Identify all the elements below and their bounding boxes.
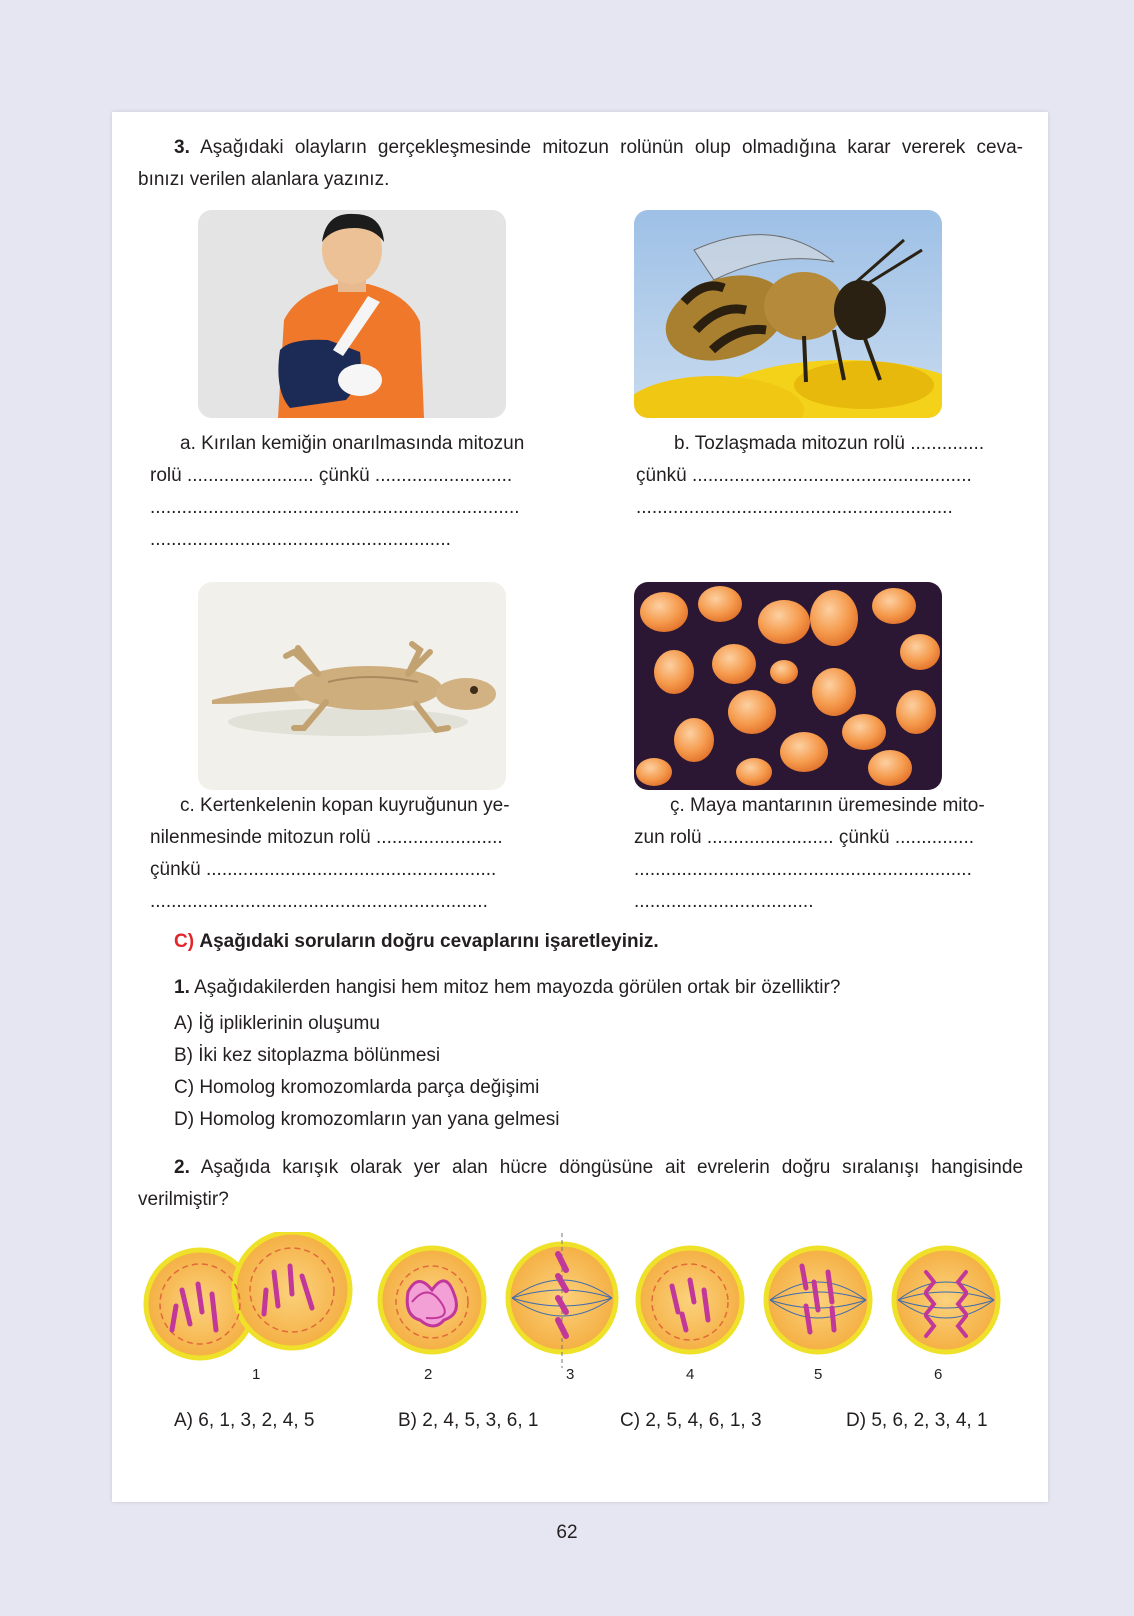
item-a-line2: rolü ........................ çünkü .......................... [150,465,513,486]
q2-option-c[interactable]: C) 2, 5, 4, 6, 1, 3 [620,1410,762,1431]
boy-broken-arm-photo [198,210,506,418]
q2-line1-text: Aşağıda karışık olarak yer alan hücre döngüsüne ait evrelerin doğru sıralanışı hangisinde [200,1157,1024,1178]
item-a-line1: a. Kırılan kemiğin onarılmasında mitozun [180,433,525,454]
q2-option-d[interactable]: D) 5, 6, 2, 3, 4, 1 [846,1410,988,1431]
q2-line2: verilmiştir? [138,1189,229,1210]
item-cc-line2: zun rolü ........................ çünkü ............... [634,827,975,848]
q2-number: 2. [174,1157,190,1178]
page-sheet [112,112,1048,1502]
q1-number: 1. [174,977,190,998]
item-c-line1: c. Kertenkelenin kopan kuyruğunun ye- [180,795,510,816]
cell-label-4: 4 [686,1366,695,1383]
item-cc-line4: .................................. [634,891,814,912]
cell-label-2: 2 [424,1366,433,1383]
q3-line1-text: Aşağıdaki olayların gerçekleşmesinde mitozun rolünün olup olmadığına karar vererek ceva- [200,137,1024,158]
cell-3-metaphase [508,1232,616,1368]
q1-question [174,972,840,1004]
item-c-answer [150,790,540,918]
item-b-line3: ............................................................ [636,497,953,518]
item-a-line4: ......................................................... [150,529,451,550]
bee-on-flower-photo [634,210,942,418]
q1-option-b[interactable]: B) İki kez sitoplazma bölünmesi [174,1045,441,1066]
section-c-title: Aşağıdaki soruların doğru cevaplarını işaretleyiniz. [199,931,659,952]
q1-option-a[interactable]: A) İğ ipliklerinin oluşumu [174,1013,380,1034]
q3-line1 [138,132,1023,164]
item-b-line1: b. Tozlaşmada mitozun rolü .............. [674,433,985,454]
q3-number: 3. [174,137,190,158]
q3-intro [138,132,1023,196]
cell-5-metaphase [766,1248,870,1352]
item-b-line2: çünkü ..................................................... [636,465,972,486]
item-a-answer [150,428,540,556]
item-cc-answer [634,790,1024,918]
section-c-letter: C) [174,931,195,952]
item-b-answer [636,428,1006,524]
q2-question [138,1152,1023,1216]
item-a-line3: ...................................................................... [150,497,520,518]
lizard-photo [198,582,506,790]
item-cc-line3: ................................................................ [634,859,972,880]
yeast-cells-photo [634,582,942,790]
cell-1-telophase [146,1232,350,1361]
cell-label-5: 5 [814,1366,823,1383]
page-number: 62 [556,1522,578,1543]
q1-text: Aşağıdakilerden hangisi hem mitoz hem mayozda görülen ortak bir özelliktir? [194,977,841,998]
q2-line1 [138,1152,1023,1184]
cell-2-prophase [380,1248,484,1352]
q1-option-c[interactable]: C) Homolog kromozomlarda parça değişimi [174,1077,540,1098]
item-c-line2: nilenmesinde mitozun rolü ........................ [150,827,503,848]
cell-4-late-prophase [638,1248,742,1352]
q1-option-d[interactable]: D) Homolog kromozomların yan yana gelmesi [174,1109,560,1130]
cell-label-6: 6 [934,1366,943,1383]
item-c-line4: ................................................................ [150,891,488,912]
item-cc-line1: ç. Maya mantarının üremesinde mito- [670,795,985,816]
item-c-line3: çünkü ....................................................... [150,859,497,880]
q2-option-b[interactable]: B) 2, 4, 5, 3, 6, 1 [398,1410,539,1431]
q2-option-a[interactable]: A) 6, 1, 3, 2, 4, 5 [174,1410,315,1431]
cell-6-anaphase [894,1248,998,1352]
cell-cycle-figures [142,1232,1022,1382]
section-c-heading [174,926,659,958]
cell-label-3: 3 [566,1366,575,1383]
q3-line2: bınızı verilen alanlara yazınız. [138,169,390,190]
cell-label-1: 1 [252,1366,261,1383]
